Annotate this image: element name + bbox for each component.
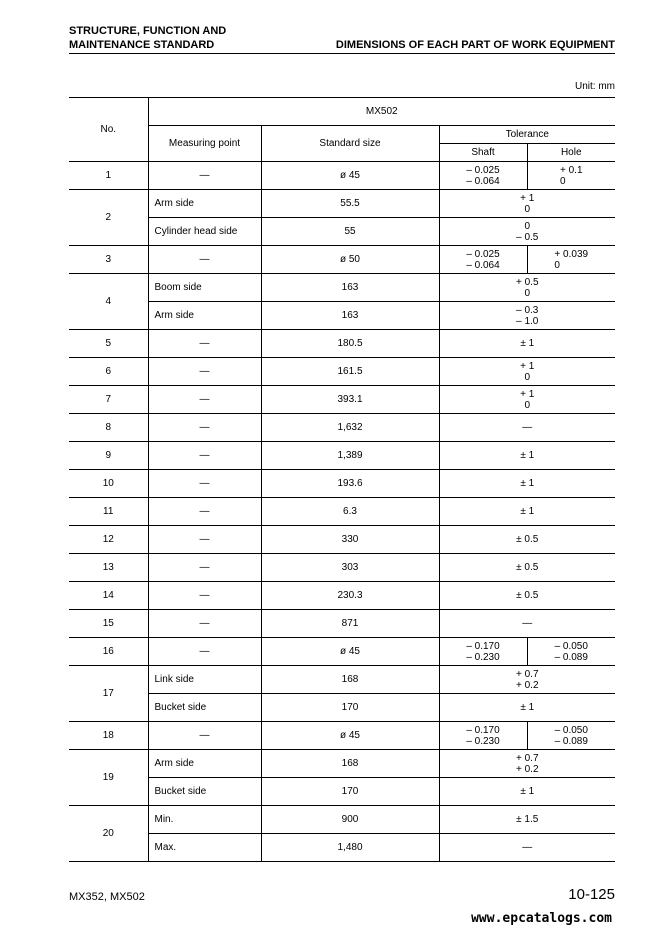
cell-measuring-point: — (148, 526, 261, 554)
cell-standard-size: 900 (261, 806, 439, 834)
hole-values-line: + 0.1 (559, 164, 583, 176)
hole-values (560, 165, 583, 187)
shaft-values-line: – 0.230 (466, 735, 500, 747)
cell-measuring-point: — (148, 246, 261, 274)
cell-tolerance (439, 750, 615, 778)
section-title-line2: MAINTENANCE STANDARD (69, 39, 215, 51)
page-title: DIMENSIONS OF EACH PART OF WORK EQUIPMENT (335, 39, 615, 51)
cell-measuring-point: — (148, 610, 261, 638)
cell-measuring-point: Bucket side (148, 778, 261, 806)
cell-no: 15 (69, 610, 148, 638)
cell-standard-size: 1,389 (261, 442, 439, 470)
header-hole: Hole (527, 144, 615, 162)
cell-standard-size: ø 50 (261, 246, 439, 274)
tolerance-values-line: + 0.7 (515, 752, 539, 764)
cell-tolerance: ± 1 (439, 330, 615, 358)
cell-standard-size: 303 (261, 554, 439, 582)
cell-measuring-point: Boom side (148, 274, 261, 302)
cell-tolerance: ± 1 (439, 498, 615, 526)
cell-shaft (439, 722, 527, 750)
shaft-values-line: – 0.025 (466, 164, 500, 176)
tolerance-values (520, 389, 534, 411)
cell-standard-size: 55.5 (261, 190, 439, 218)
cell-standard-size: 180.5 (261, 330, 439, 358)
cell-tolerance: — (439, 834, 615, 862)
tolerance-values (516, 669, 539, 691)
cell-no: 13 (69, 554, 148, 582)
cell-no: 1 (69, 162, 148, 190)
shaft-values-line: – 0.230 (466, 651, 500, 663)
cell-tolerance (439, 274, 615, 302)
cell-shaft (439, 638, 527, 666)
shaft-values-line: – 0.170 (466, 640, 500, 652)
cell-no: 11 (69, 498, 148, 526)
tolerance-values-line: + 1 (520, 192, 535, 204)
cell-tolerance (439, 218, 615, 246)
cell-measuring-point: — (148, 358, 261, 386)
cell-no: 7 (69, 386, 148, 414)
cell-no: 10 (69, 470, 148, 498)
tolerance-values-line: + 0.2 (515, 679, 539, 691)
cell-no: 9 (69, 442, 148, 470)
cell-standard-size: 55 (261, 218, 439, 246)
cell-measuring-point: — (148, 442, 261, 470)
table-row (69, 750, 615, 778)
cell-measuring-point: — (148, 386, 261, 414)
header-no: No. (69, 98, 148, 162)
cell-no: 20 (69, 806, 148, 862)
table-row (69, 526, 615, 554)
hole-values-line: 0 (559, 175, 566, 187)
cell-no: 19 (69, 750, 148, 806)
tolerance-values-line: + 0.2 (515, 763, 539, 775)
cell-tolerance: ± 1.5 (439, 806, 615, 834)
hole-values (555, 725, 588, 747)
table-row (69, 610, 615, 638)
tolerance-values-line: + 0.5 (515, 276, 539, 288)
cell-no: 17 (69, 666, 148, 722)
tolerance-values (516, 277, 539, 299)
cell-measuring-point: — (148, 554, 261, 582)
tolerance-values (516, 221, 538, 243)
unit-label: Unit: mm (575, 81, 615, 92)
cell-tolerance: ± 1 (439, 778, 615, 806)
cell-standard-size: ø 45 (261, 638, 439, 666)
table-row (69, 722, 615, 750)
section-title-line1: STRUCTURE, FUNCTION AND (69, 25, 227, 37)
table-row (69, 274, 615, 302)
cell-measuring-point: — (148, 638, 261, 666)
shaft-values (466, 725, 499, 747)
table-row (69, 386, 615, 414)
cell-measuring-point: Link side (148, 666, 261, 694)
cell-measuring-point: — (148, 722, 261, 750)
cell-tolerance (439, 666, 615, 694)
table-row (69, 554, 615, 582)
header-standard-size: Standard size (261, 126, 439, 162)
table-row (69, 442, 615, 470)
cell-hole (527, 722, 615, 750)
shaft-values-line: – 0.025 (466, 248, 500, 260)
cell-standard-size: 871 (261, 610, 439, 638)
cell-tolerance: ± 0.5 (439, 582, 615, 610)
tolerance-values (520, 361, 534, 383)
cell-tolerance: ± 1 (439, 694, 615, 722)
cell-tolerance (439, 190, 615, 218)
table-row (69, 834, 615, 862)
tolerance-values-line: 0 (524, 399, 531, 411)
cell-no: 18 (69, 722, 148, 750)
cell-tolerance: ± 1 (439, 442, 615, 470)
footer-models: MX352, MX502 (69, 891, 145, 903)
cell-measuring-point: — (148, 470, 261, 498)
tolerance-values-line: 0 (524, 220, 531, 232)
cell-standard-size: 6.3 (261, 498, 439, 526)
tolerance-values-line: 0 (524, 287, 531, 299)
cell-no: 4 (69, 274, 148, 330)
tolerance-values-line: – 0.3 (516, 304, 539, 316)
hole-values-line: – 0.089 (554, 651, 588, 663)
header-model: MX502 (148, 98, 615, 126)
cell-tolerance: ± 0.5 (439, 526, 615, 554)
table-row (69, 330, 615, 358)
table-row (69, 694, 615, 722)
cell-measuring-point: — (148, 414, 261, 442)
cell-no: 14 (69, 582, 148, 610)
header-shaft: Shaft (439, 144, 527, 162)
tolerance-values (516, 305, 538, 327)
table-row (69, 162, 615, 190)
cell-measuring-point: — (148, 498, 261, 526)
hole-values-line: – 0.050 (554, 724, 588, 736)
cell-measuring-point: Arm side (148, 750, 261, 778)
table-body (69, 162, 615, 862)
table-row (69, 806, 615, 834)
table-row (69, 302, 615, 330)
tolerance-values (516, 753, 539, 775)
watermark: www.epcatalogs.com (471, 911, 612, 926)
cell-no: 8 (69, 414, 148, 442)
cell-standard-size: 230.3 (261, 582, 439, 610)
cell-measuring-point: Bucket side (148, 694, 261, 722)
cell-standard-size: ø 45 (261, 722, 439, 750)
dimensions-table (69, 97, 615, 862)
hole-values (554, 249, 588, 271)
cell-no: 6 (69, 358, 148, 386)
tolerance-values-line: – 0.5 (516, 231, 539, 243)
hole-values-line: – 0.089 (554, 735, 588, 747)
cell-tolerance (439, 302, 615, 330)
cell-hole (527, 246, 615, 274)
cell-standard-size: 161.5 (261, 358, 439, 386)
shaft-values (466, 641, 499, 663)
shaft-values (466, 249, 499, 271)
shaft-values-line: – 0.170 (466, 724, 500, 736)
cell-tolerance: — (439, 610, 615, 638)
page-number: 10-125 (568, 886, 615, 903)
cell-standard-size: 168 (261, 750, 439, 778)
table-row (69, 190, 615, 218)
cell-standard-size: 168 (261, 666, 439, 694)
cell-standard-size: 170 (261, 778, 439, 806)
cell-tolerance: ± 1 (439, 470, 615, 498)
tolerance-values-line: – 1.0 (516, 315, 539, 327)
hole-values-line: + 0.039 (554, 248, 589, 260)
tolerance-values-line: + 1 (520, 360, 535, 372)
cell-tolerance: ± 0.5 (439, 554, 615, 582)
cell-standard-size: 1,632 (261, 414, 439, 442)
cell-shaft (439, 162, 527, 190)
shaft-values (466, 165, 499, 187)
cell-measuring-point: — (148, 162, 261, 190)
hole-values-line: 0 (554, 259, 560, 271)
header-measuring-point: Measuring point (148, 126, 261, 162)
cell-no: 3 (69, 246, 148, 274)
cell-tolerance: — (439, 414, 615, 442)
cell-tolerance (439, 358, 615, 386)
tolerance-values-line: + 1 (520, 388, 535, 400)
cell-measuring-point: — (148, 582, 261, 610)
table-row (69, 778, 615, 806)
cell-no: 16 (69, 638, 148, 666)
cell-shaft (439, 246, 527, 274)
cell-standard-size: 1,480 (261, 834, 439, 862)
hole-values-line: – 0.050 (554, 640, 588, 652)
cell-standard-size: 193.6 (261, 470, 439, 498)
table-row (69, 582, 615, 610)
table-row (69, 638, 615, 666)
cell-measuring-point: — (148, 330, 261, 358)
cell-no: 2 (69, 190, 148, 246)
cell-tolerance (439, 386, 615, 414)
cell-standard-size: 170 (261, 694, 439, 722)
tolerance-values (520, 193, 534, 215)
header-tolerance: Tolerance (439, 126, 615, 144)
shaft-values-line: – 0.064 (466, 259, 500, 271)
table-row (69, 358, 615, 386)
cell-no: 5 (69, 330, 148, 358)
table-row (69, 218, 615, 246)
table-row (69, 470, 615, 498)
cell-hole (527, 638, 615, 666)
cell-measuring-point: Cylinder head side (148, 218, 261, 246)
cell-standard-size: 163 (261, 274, 439, 302)
cell-hole (527, 162, 615, 190)
section-title (69, 24, 226, 52)
shaft-values-line: – 0.064 (466, 175, 500, 187)
tolerance-values-line: + 0.7 (515, 668, 539, 680)
tolerance-values-line: 0 (524, 371, 531, 383)
cell-standard-size: 393.1 (261, 386, 439, 414)
cell-standard-size: ø 45 (261, 162, 439, 190)
cell-measuring-point: Arm side (148, 190, 261, 218)
cell-standard-size: 163 (261, 302, 439, 330)
cell-measuring-point: Arm side (148, 302, 261, 330)
cell-standard-size: 330 (261, 526, 439, 554)
table-row (69, 414, 615, 442)
header-divider (69, 53, 615, 54)
cell-measuring-point: Min. (148, 806, 261, 834)
table-row (69, 498, 615, 526)
cell-measuring-point: Max. (148, 834, 261, 862)
table-row (69, 246, 615, 274)
hole-values (555, 641, 588, 663)
tolerance-values-line: 0 (524, 203, 531, 215)
cell-no: 12 (69, 526, 148, 554)
table-row (69, 666, 615, 694)
